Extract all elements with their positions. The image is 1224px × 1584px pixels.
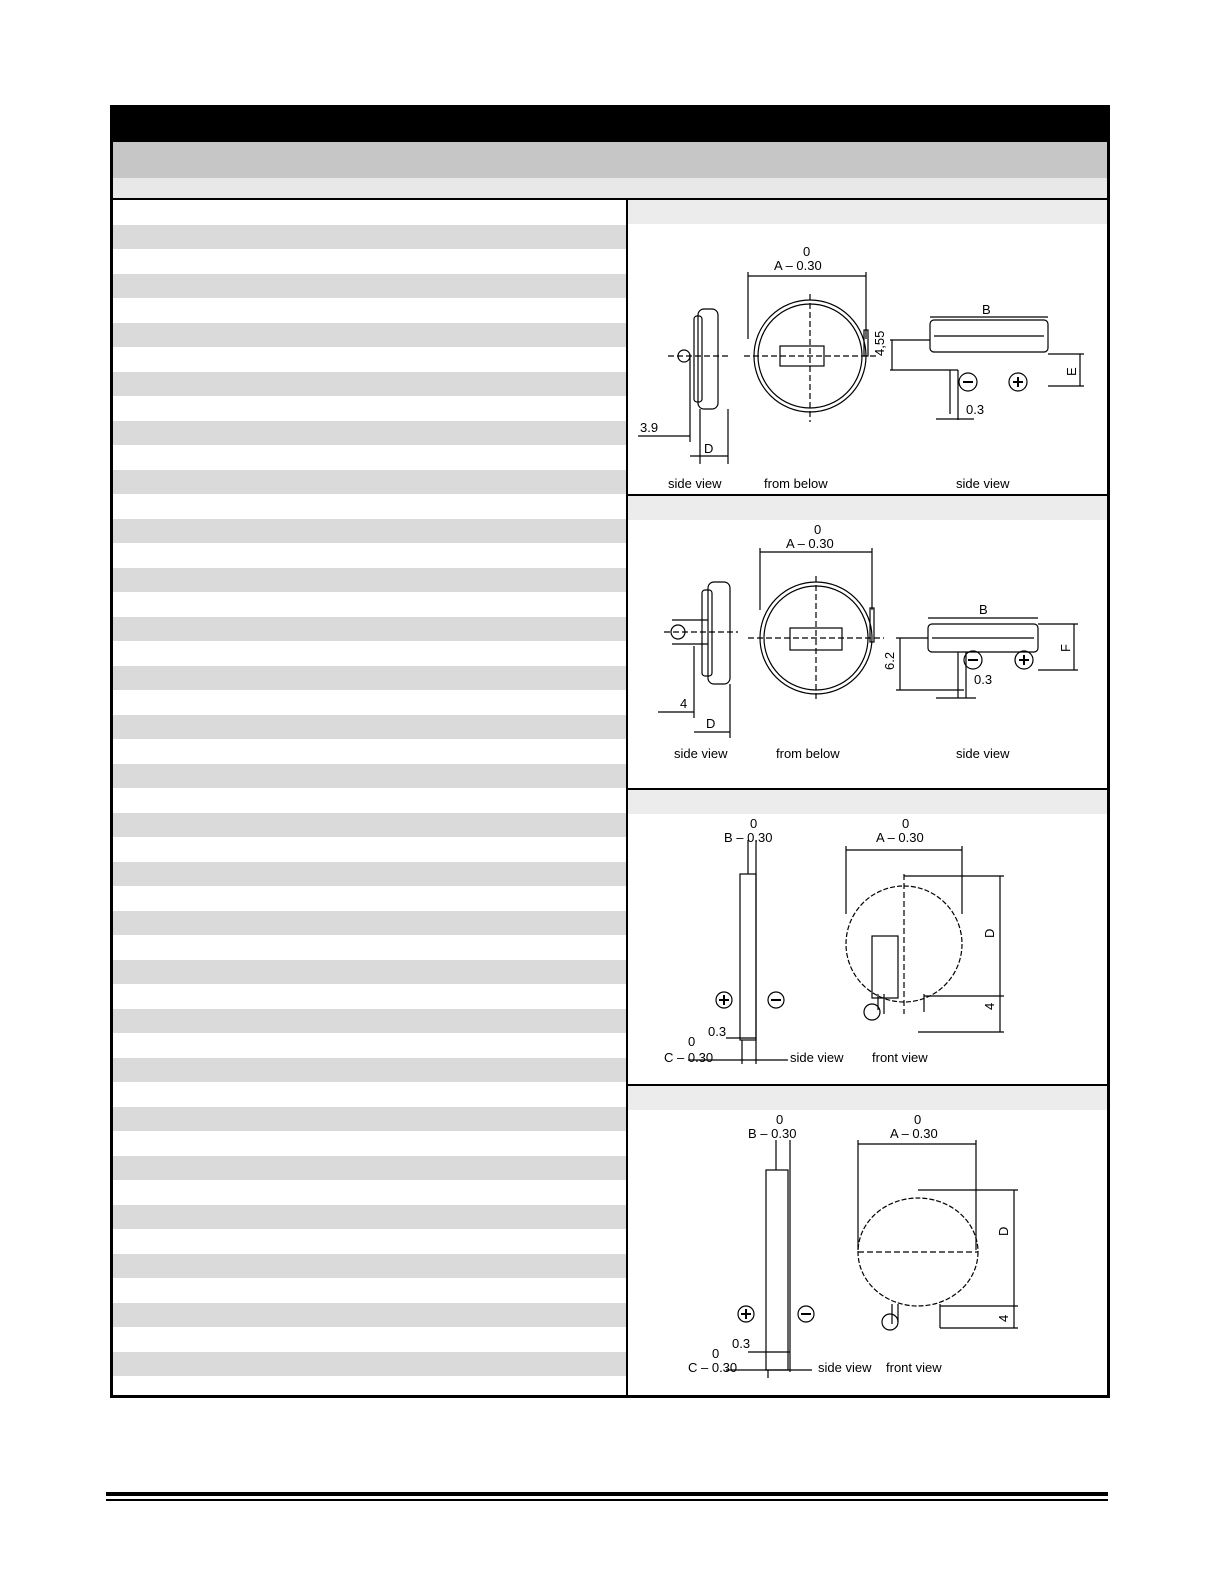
dim-label: 0	[750, 816, 758, 831]
table-row	[113, 1180, 626, 1205]
table-row	[113, 274, 626, 299]
table-row	[113, 200, 626, 225]
view-label: front view	[886, 1360, 942, 1375]
table-row	[113, 372, 626, 397]
cell-side-body	[740, 874, 756, 1040]
cell-side-body	[766, 1170, 788, 1370]
cell-side-outline	[708, 582, 730, 684]
table-row	[113, 690, 626, 715]
table-row	[113, 1254, 626, 1279]
table-row	[113, 788, 626, 813]
table-row	[113, 543, 626, 568]
footer-rule-thin	[106, 1499, 1108, 1501]
drawings-column	[628, 200, 1107, 1395]
table-row	[113, 1352, 626, 1377]
dim-label: 0	[803, 244, 811, 259]
dim-label: 0	[776, 1112, 784, 1127]
cell-side-rim	[702, 590, 712, 676]
dim-label: B	[982, 302, 991, 317]
view-label: side view	[674, 746, 728, 761]
drawing-panel-header	[628, 200, 1107, 224]
battery-drawing-2	[628, 520, 1107, 790]
table-row	[113, 764, 626, 789]
table-row	[113, 1156, 626, 1181]
battery-drawing-3	[628, 814, 1107, 1086]
drawing-panel-header	[628, 1086, 1107, 1110]
table-row	[113, 1278, 626, 1303]
dim-label: 0	[914, 1112, 922, 1127]
view-label: side view	[790, 1050, 844, 1065]
dim-label: 0	[902, 816, 910, 831]
table-row	[113, 617, 626, 642]
table-row	[113, 494, 626, 519]
table-title-bar	[113, 108, 1107, 142]
dim-label: 0	[814, 522, 822, 537]
table-row	[113, 1205, 626, 1230]
spec-table-frame	[110, 105, 1110, 1398]
table-row	[113, 862, 626, 887]
dim-label: D	[704, 441, 714, 456]
table-row	[113, 911, 626, 936]
view-label: side view	[956, 476, 1010, 491]
drawing-panel-header	[628, 496, 1107, 520]
table-row	[113, 1009, 626, 1034]
table-row	[113, 298, 626, 323]
table-row	[113, 960, 626, 985]
dim-label: B – 0.30	[748, 1126, 797, 1141]
table-row	[113, 1033, 626, 1058]
table-row	[113, 641, 626, 666]
dim-label: D	[706, 716, 716, 731]
view-label: side view	[956, 746, 1010, 761]
table-row	[113, 1303, 626, 1328]
terminal-strip	[872, 936, 898, 998]
dim-label: 0.3	[732, 1336, 751, 1351]
battery-drawing-4	[628, 1110, 1107, 1395]
table-row	[113, 813, 626, 838]
battery-drawing-1	[628, 224, 1107, 496]
table-row	[113, 739, 626, 764]
cell-side-outline	[698, 309, 718, 409]
dim-label: F	[1058, 644, 1073, 652]
table-row	[113, 323, 626, 348]
dim-label: B – 0.30	[724, 830, 773, 845]
view-label: from below	[776, 746, 840, 761]
view-label: side view	[668, 476, 722, 491]
table-row	[113, 837, 626, 862]
dim-label: 4,55	[872, 330, 887, 356]
dim-label: A – 0.30	[876, 830, 924, 845]
terminal-tab	[882, 1314, 898, 1330]
dim-label: A – 0.30	[786, 536, 834, 551]
dim-label: 0	[712, 1346, 720, 1361]
terminal-tab	[864, 1004, 880, 1020]
table-row	[113, 225, 626, 250]
table-row	[113, 935, 626, 960]
dim-label: 0.3	[708, 1024, 727, 1039]
dim-label: 0.3	[974, 672, 993, 687]
dim-label: 6.2	[882, 651, 897, 670]
dim-label: 4	[996, 1314, 1011, 1322]
dim-label: 4	[982, 1002, 997, 1010]
view-label: side view	[818, 1360, 872, 1375]
table-header-bar	[113, 178, 1107, 200]
view-label: from below	[764, 476, 828, 491]
table-row	[113, 886, 626, 911]
table-row	[113, 568, 626, 593]
table-subtitle-bar	[113, 142, 1107, 178]
table-row	[113, 249, 626, 274]
table-row	[113, 1327, 626, 1352]
drawing-panel-3	[628, 790, 1107, 1086]
table-row	[113, 347, 626, 372]
table-row	[113, 1058, 626, 1083]
table-row	[113, 1082, 626, 1107]
table-row	[113, 1107, 626, 1132]
dim-label: A – 0.30	[774, 258, 822, 273]
dim-label: E	[1064, 367, 1079, 376]
dim-label: C – 0.30	[664, 1050, 714, 1065]
drawing-panel-header	[628, 790, 1107, 814]
dim-label: 0.3	[966, 402, 985, 417]
dim-label: 0	[688, 1034, 696, 1049]
dim-label: B	[979, 602, 988, 617]
table-row	[113, 592, 626, 617]
dim-label: 4	[680, 696, 688, 711]
drawing-panel-1	[628, 200, 1107, 496]
drawing-panel-4	[628, 1086, 1107, 1395]
table-row	[113, 470, 626, 495]
dim-label: D	[982, 928, 997, 938]
table-row	[113, 1131, 626, 1156]
table-row	[113, 1229, 626, 1254]
footer-rule	[106, 1492, 1108, 1496]
dim-label: 3.9	[640, 420, 659, 435]
dim-label: D	[996, 1226, 1011, 1236]
dim-label: A – 0.30	[890, 1126, 938, 1141]
table-row	[113, 396, 626, 421]
view-label: front view	[872, 1050, 928, 1065]
drawing-panel-2	[628, 496, 1107, 790]
table-row	[113, 519, 626, 544]
spec-rows-column	[113, 200, 628, 1395]
table-row	[113, 715, 626, 740]
table-row	[113, 984, 626, 1009]
table-row	[113, 445, 626, 470]
table-row	[113, 421, 626, 446]
dim-label: C – 0.30	[688, 1360, 738, 1375]
table-row	[113, 666, 626, 691]
